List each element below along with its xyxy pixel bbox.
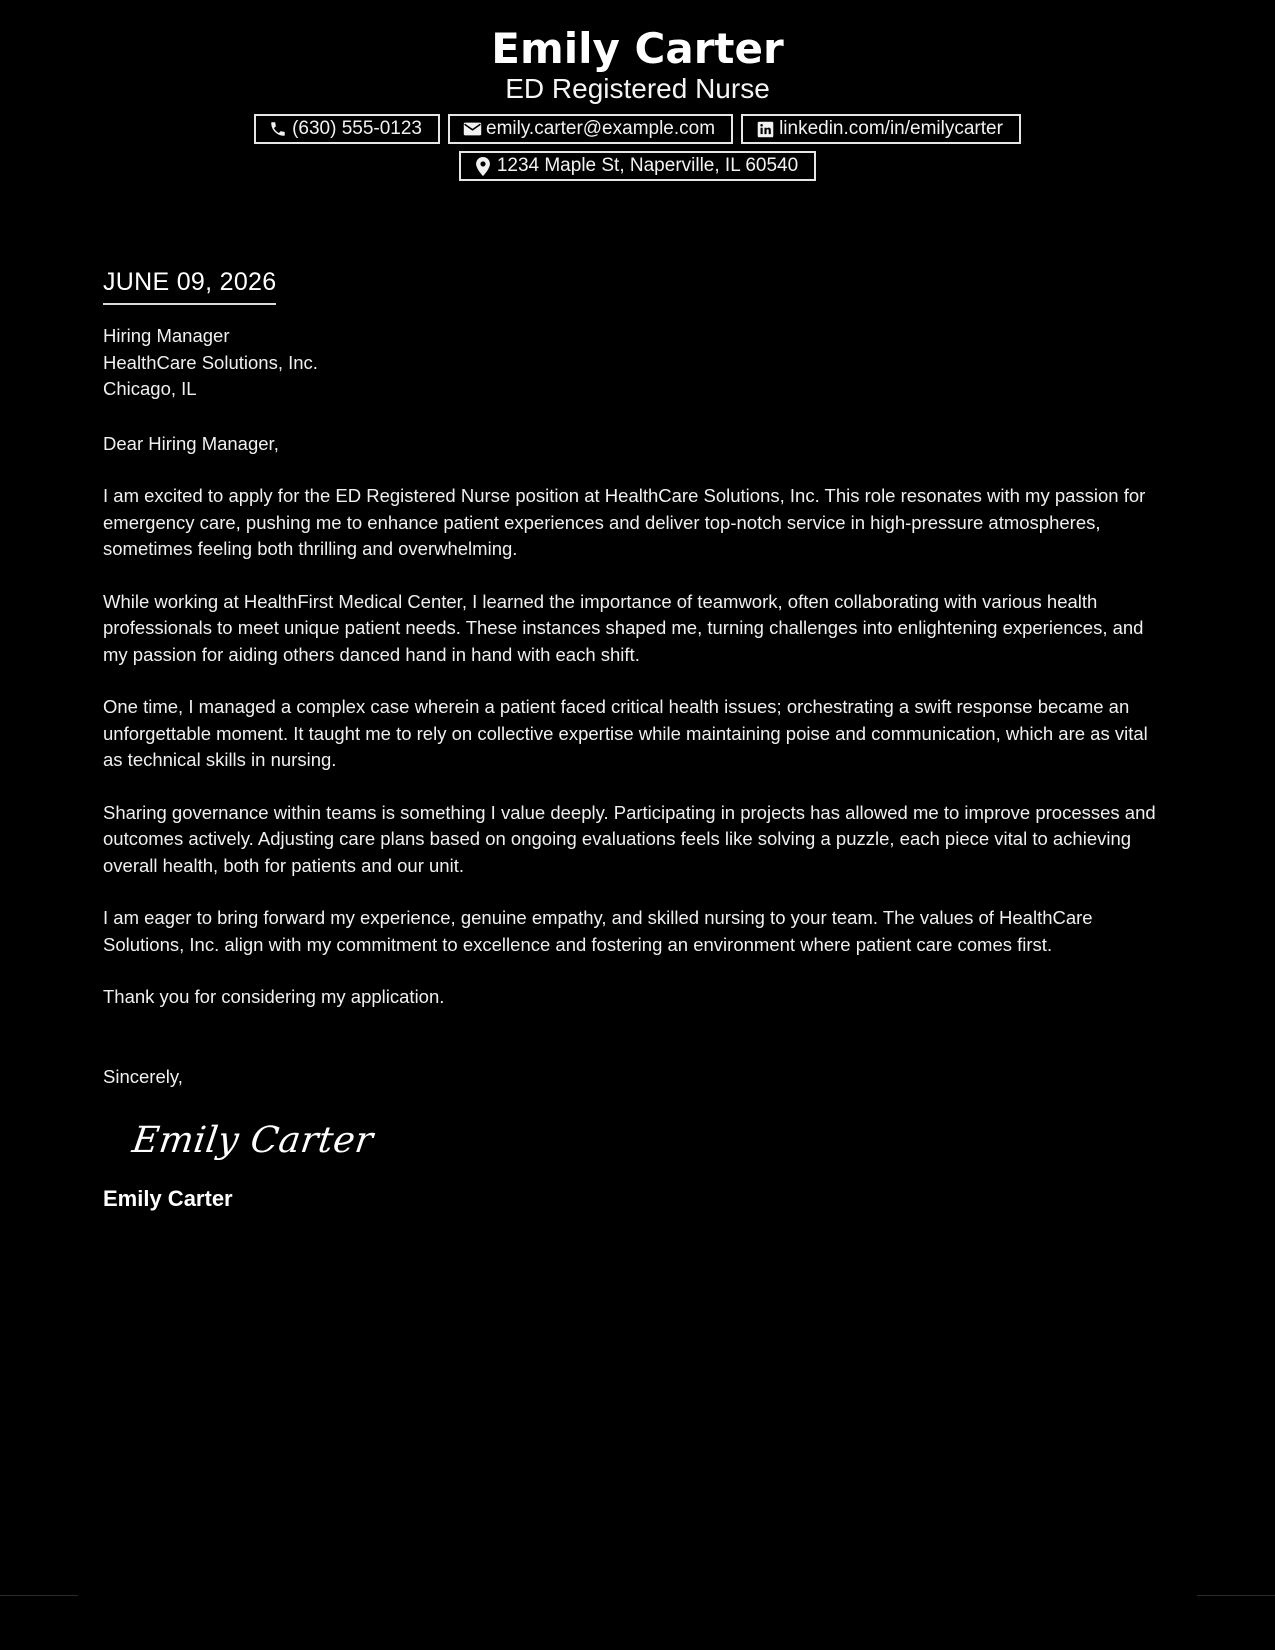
- email-contact[interactable]: [448, 114, 733, 144]
- body-paragraph: One time, I managed a complex case wherein a patient faced critical health issues; orchestrating a swift response became an unforgettable moment. It taught me to rely on collective expertise while maintaining poise and communication, which are as vital as technical skills in nursing.: [103, 696, 1148, 770]
- recipient-line: HealthCare Solutions, Inc.: [103, 351, 318, 373]
- applicant-name: Emily Carter: [491, 24, 784, 73]
- linkedin-icon: [755, 119, 775, 139]
- letter-header: [0, 22, 1275, 181]
- phone-icon: [268, 119, 288, 139]
- linkedin-text: linkedin.com/in/emilycarter: [779, 118, 1003, 139]
- linkedin-contact[interactable]: [741, 114, 1021, 144]
- salutation: Dear Hiring Manager,: [103, 432, 279, 454]
- email-text: emily.carter@example.com: [486, 118, 716, 139]
- recipient-block: [103, 323, 1168, 403]
- phone-contact[interactable]: [254, 114, 440, 144]
- address-contact: [459, 151, 816, 181]
- envelope-icon: [462, 119, 482, 139]
- address-text: 1234 Maple St, Naperville, IL 60540: [496, 155, 799, 176]
- applicant-title: ED Registered Nurse: [505, 73, 770, 104]
- phone-text: (630) 555-0123: [292, 118, 422, 139]
- footer-divider-left: [0, 1595, 78, 1596]
- closing: Sincerely,: [103, 1065, 183, 1087]
- handwritten-signature: Emily Carter: [129, 1120, 376, 1161]
- signer-name: Emily Carter: [103, 1186, 233, 1211]
- recipient-line: Hiring Manager: [103, 325, 230, 346]
- letter-date: JUNE 09, 2026: [103, 265, 276, 305]
- body-paragraph: I am excited to apply for the ED Registered Nurse position at HealthCare Solutions, Inc. This role resonates with my passion for emergency care, pushing me to enhance patient experiences and deliver top-notch service in high-pressure atmospheres, sometimes feeling both thrilling and overwhelming.: [103, 485, 1146, 559]
- contact-row-primary: [0, 114, 1275, 144]
- map-pin-icon: [473, 156, 493, 176]
- footer-divider-right: [1197, 1595, 1275, 1596]
- body-paragraph: I am eager to bring forward my experience, genuine empathy, and skilled nursing to your team. The values of HealthCare Solutions, Inc. align with my commitment to excellence and fostering an environment where patient care comes first.: [103, 907, 1093, 955]
- contact-row-secondary: [0, 151, 1275, 181]
- letter-body: [103, 265, 1168, 1214]
- body-paragraph: Sharing governance within teams is something I value deeply. Participating in projects has allowed me to improve processes and outcomes actively. Adjusting care plans based on ongoing evaluations feels like solving a puzzle, each piece vital to achieving overall health, both for patients and our unit.: [103, 801, 1156, 876]
- recipient-line: Chicago, IL: [103, 378, 197, 399]
- body-paragraph: While working at HealthFirst Medical Center, I learned the importance of teamwork, often collaborating with various health professionals to meet unique patient needs. These instances shaped me, turning challenges into enlightening experiences, and my passion for aiding others danced hand in hand with each shift.: [103, 590, 1144, 665]
- body-paragraph: Thank you for considering my application.: [103, 986, 445, 1007]
